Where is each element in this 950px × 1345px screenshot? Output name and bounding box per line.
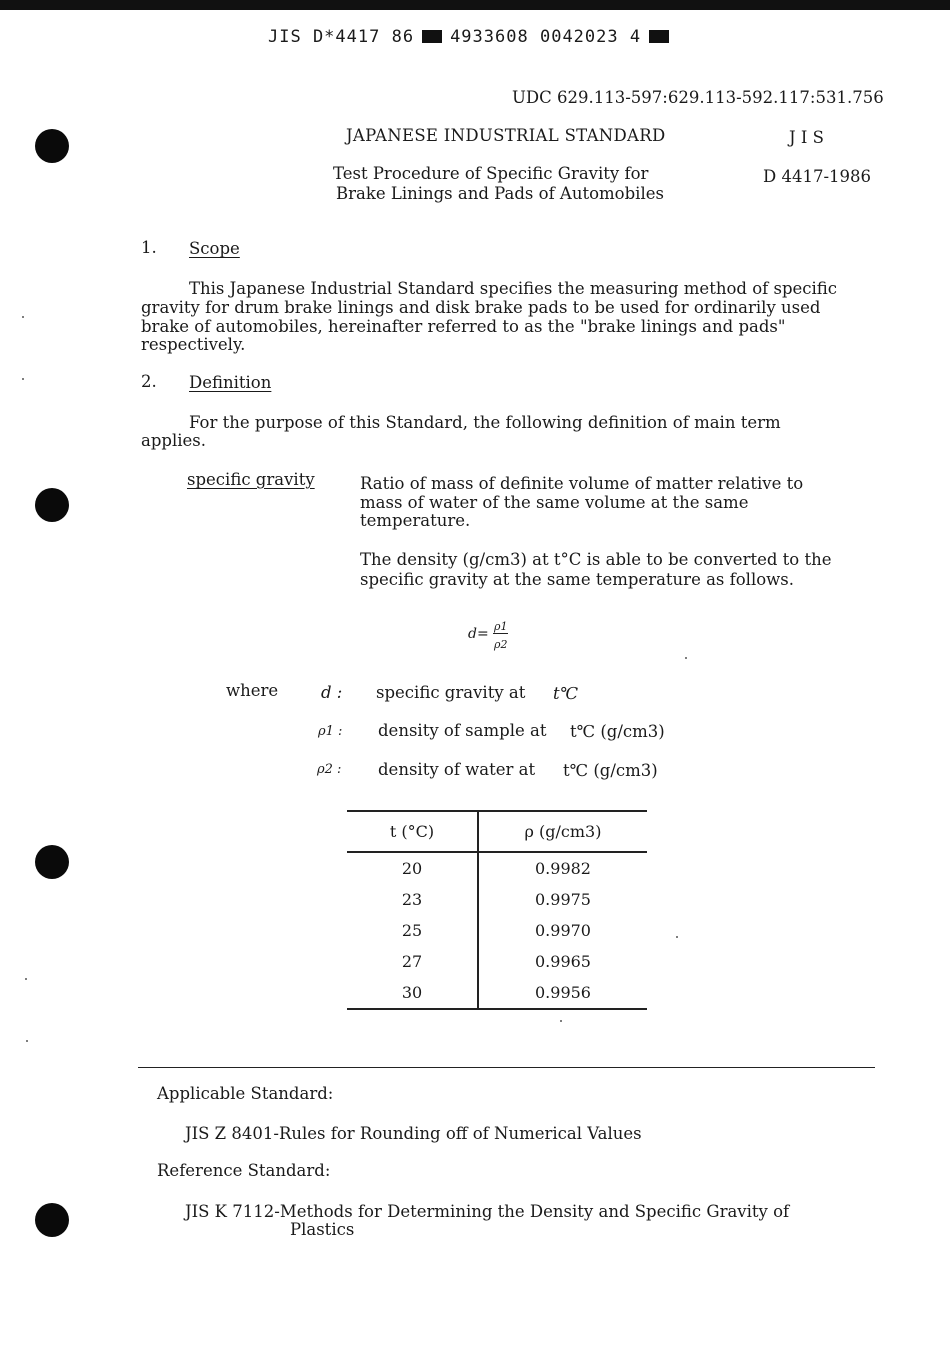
definition-term: specific gravity	[187, 470, 315, 489]
table-row	[347, 977, 647, 1009]
punch-hole	[35, 129, 69, 163]
where-desc-rho2: density of water at	[378, 760, 536, 779]
table-header-density: ρ (g/cm3)	[524, 822, 602, 841]
table-cell-density: 0.9970	[535, 921, 591, 940]
table-header-row	[347, 811, 647, 852]
formula-lhs: d=	[468, 626, 489, 642]
section-2-number: 2.	[141, 372, 157, 391]
where-label: where	[226, 681, 279, 700]
table-cell-density: 0.9965	[535, 952, 591, 971]
where-desc-rho1: density of sample at	[378, 721, 547, 740]
applicable-standard-label: Applicable Standard:	[157, 1084, 334, 1103]
footer-divider	[138, 1067, 875, 1068]
scan-header-code: JIS D*4417 86	[268, 27, 415, 47]
table-cell-temperature: 20	[347, 852, 478, 884]
definition-meaning-line-1: Ratio of mass of definite volume of matter relative to	[360, 474, 804, 493]
table-row	[347, 915, 647, 946]
reference-standard-label: Reference Standard:	[157, 1161, 331, 1180]
scan-header-number-c: 4	[629, 27, 642, 47]
document-title-line-1: Test Procedure of Specific Gravity for	[333, 164, 649, 183]
scan-speck	[26, 1040, 28, 1042]
scan-header-number-b: 0042023	[539, 27, 619, 47]
section-1-number: 1.	[141, 238, 157, 257]
scan-speck	[685, 657, 687, 659]
section-2-heading: Definition	[189, 373, 272, 392]
punch-hole	[35, 488, 69, 522]
definition-meaning-line-3: temperature.	[360, 511, 471, 530]
definition-meaning-line-2: mass of water of the same volume at the same	[360, 493, 749, 512]
table-cell-temperature: 23	[347, 884, 478, 915]
density-table	[347, 810, 647, 1010]
formula-denominator: ρ2	[494, 638, 508, 651]
scan-top-bar	[0, 0, 950, 10]
section-2-body-line-2: applies.	[141, 431, 206, 450]
where-symbol-rho1: ρ1 :	[318, 724, 343, 739]
section-1-heading: Scope	[189, 239, 240, 258]
where-symbol-rho2: ρ2 :	[317, 762, 342, 777]
definition-note-line-2: specific gravity at the same temperature as follows.	[360, 570, 794, 589]
table-cell-density: 0.9956	[535, 983, 591, 1002]
document-title-line-2: Brake Linings and Pads of Automobiles	[336, 184, 664, 203]
redaction-block	[649, 30, 669, 43]
formula-numerator: ρ1	[494, 620, 508, 633]
scan-speck	[676, 936, 678, 938]
scan-speck	[25, 978, 27, 980]
table-header-temperature: t (°C)	[347, 811, 478, 852]
reference-standard-item-line-2: Plastics	[290, 1220, 355, 1239]
punch-hole	[35, 845, 69, 879]
where-symbol-d: d :	[321, 683, 343, 702]
scan-header-number-a: 4933608	[450, 27, 529, 47]
applicable-standard-item: JIS Z 8401-Rules for Rounding off of Numerical Values	[185, 1124, 642, 1143]
standard-number: D 4417-1986	[763, 167, 872, 186]
scan-speck	[560, 1020, 562, 1022]
where-desc-d: specific gravity at	[376, 683, 526, 702]
redaction-block	[422, 30, 442, 43]
udc-code: UDC 629.113-597:629.113-592.117:531.756	[512, 88, 884, 107]
organization-title: JAPANESE INDUSTRIAL STANDARD	[346, 126, 666, 145]
scan-speck	[22, 316, 24, 318]
definition-note-line-1: The density (g/cm3) at t°C is able to be converted to the	[360, 550, 832, 569]
punch-hole	[35, 1203, 69, 1237]
table-cell-density: 0.9982	[535, 859, 591, 878]
table-cell-density: 0.9975	[535, 890, 591, 909]
section-1-body-line-2: gravity for drum brake linings and disk brake pads to be used for ordinarily used	[141, 298, 821, 317]
scan-header-stamp	[268, 27, 677, 47]
where-unit-rho2: t℃ (g/cm3)	[563, 761, 658, 780]
section-1-body-line-4: respectively.	[141, 335, 246, 354]
table-cell-temperature: 27	[347, 946, 478, 977]
where-unit-rho1: t℃ (g/cm3)	[570, 722, 665, 741]
section-2-body-line-1: For the purpose of this Standard, the following definition of main term	[189, 413, 781, 432]
table-row	[347, 946, 647, 977]
section-1-body-line-3: brake of automobiles, hereinafter referred to as the "brake linings and pads"	[141, 317, 786, 336]
table-cell-temperature: 30	[347, 977, 478, 1009]
scan-speck	[22, 378, 24, 380]
jis-label: J I S	[789, 128, 824, 147]
reference-standard-item-line-1: JIS K 7112-Methods for Determining the Density and Specific Gravity of	[185, 1202, 790, 1221]
section-1-body-line-1: This Japanese Industrial Standard specifies the measuring method of specific	[189, 279, 838, 298]
where-unit-d: t℃	[553, 684, 579, 703]
table-row	[347, 884, 647, 915]
table-cell-temperature: 25	[347, 915, 478, 946]
table-row	[347, 852, 647, 884]
